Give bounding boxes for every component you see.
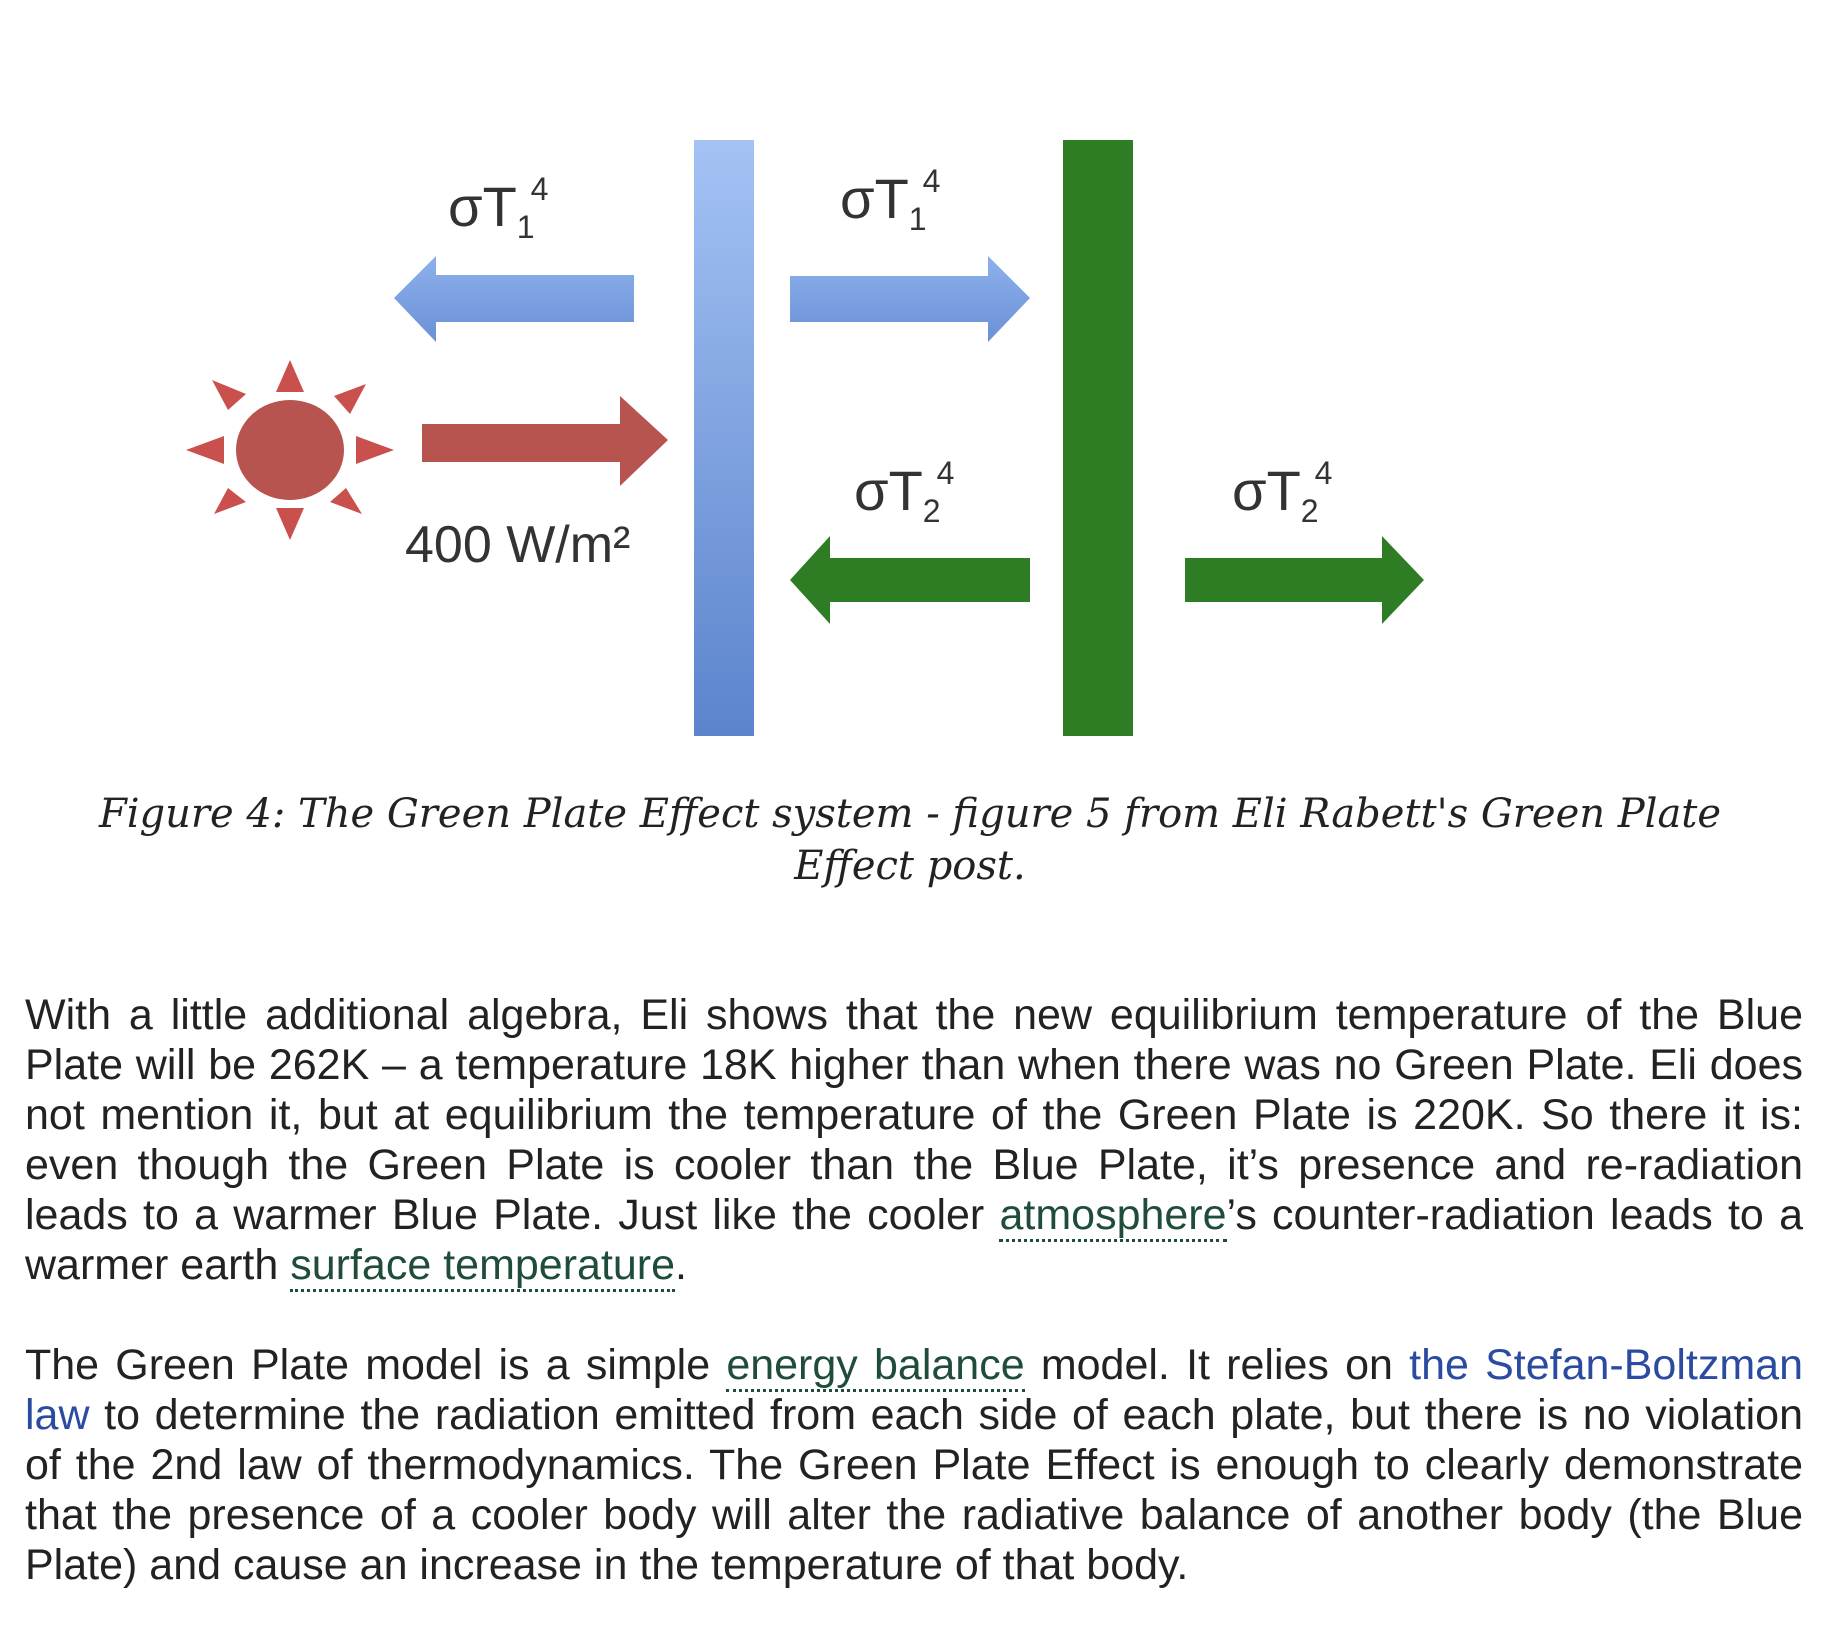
green-plate	[1063, 140, 1133, 736]
figure-caption: Figure 4: The Green Plate Effect system - figure 5 from Eli Rabett's Green Plate Effect post.	[98, 791, 1722, 889]
paragraph-equilibrium: With a little additional algebra, Eli shows that the new equilibrium temperature of the Blue Plate will be 262K – a temperature 18K higher than when there was no Green Plate. Eli does not mention it, but at equilibrium the temperature of the Green Plate is 220K. So there it is: even though the Green Plate is cooler than the Blue Plate, it’s presence and re-radiation leads to a warmer Blue Plate. Just like the cooler atmosphere’s counter-radiation leads to a warmer earth surface temperature.	[25, 990, 1803, 1290]
solar-flux-label: 400 W/m²	[405, 516, 631, 574]
blue-plate	[694, 140, 754, 736]
green-plate-diagram	[0, 0, 1822, 800]
label-blue-right: $\sigma T_14$	[840, 163, 941, 237]
sun-icon	[186, 360, 394, 540]
stefan-boltzman-law-link[interactable]: the Stefan-Boltzman law	[25, 1341, 1803, 1439]
label-blue-left: $\sigma T_14$	[448, 171, 549, 245]
atmosphere-link[interactable]: atmosphere	[999, 1191, 1226, 1242]
green-left-arrow	[790, 536, 1030, 624]
label-green-right: $\sigma T_24$	[1232, 455, 1333, 529]
surface-temperature-link[interactable]: surface temperature	[290, 1241, 675, 1292]
paragraph-model: The Green Plate model is a simple energy balance model. It relies on the Stefan-Boltzman law to determine the radiation emitted from each side of each plate, but there is no violation of the 2nd law of thermodynamics. The Green Plate Effect is enough to clearly demonstrate that the presence of a cooler body will alter the radiative balance of another body (the Blue Plate) and cause an increase in the temperature of that body.	[25, 1341, 1803, 1589]
blue-left-arrow	[394, 256, 634, 342]
label-green-left: $\sigma T_24$	[854, 455, 955, 529]
solar-arrow	[422, 396, 668, 486]
blue-right-arrow	[790, 256, 1030, 342]
energy-balance-link[interactable]: energy balance	[726, 1341, 1024, 1392]
green-right-arrow	[1185, 536, 1424, 624]
